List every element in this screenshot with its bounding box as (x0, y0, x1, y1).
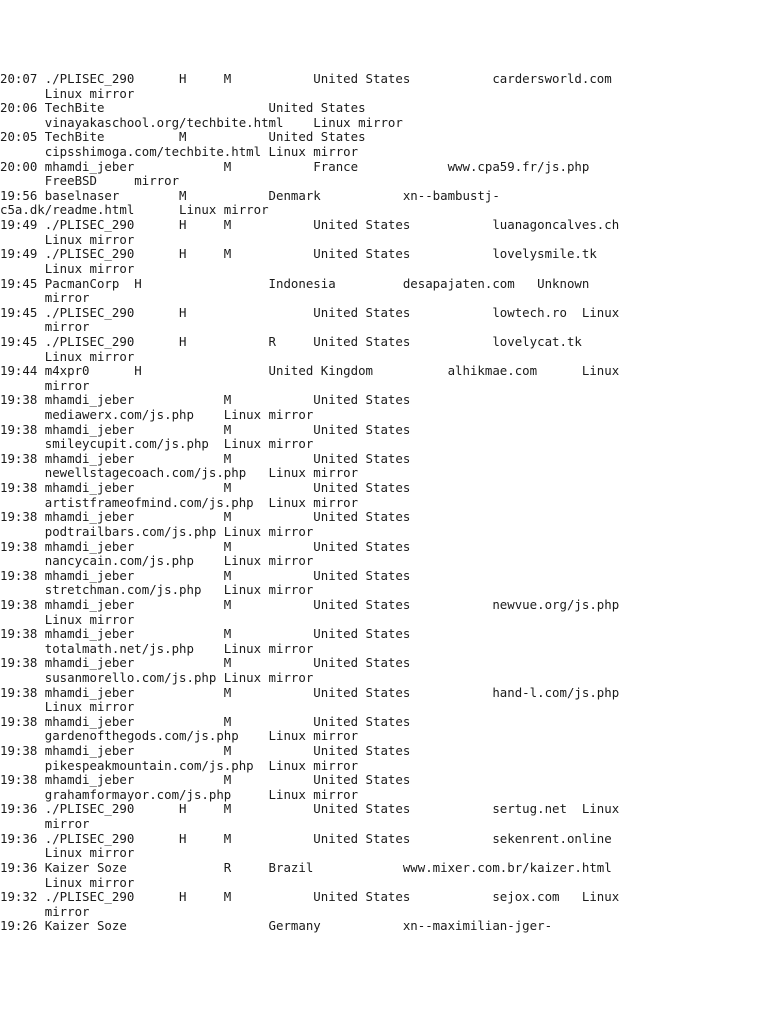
text-line: 19:45 PacmanCorp H Indonesia desapajaten.com Unknown (0, 275, 590, 291)
text-line: 19:26 Kaizer Soze Germany xn--maximilian-jger- (0, 918, 553, 934)
text-line: 19:45 ./PLISEC_290 H United States lowtech.ro Linux (0, 304, 620, 320)
text-line: 20:06 TechBite United States (0, 100, 366, 116)
text-line: nancycain.com/js.php Linux mirror (0, 553, 314, 569)
text-line: 19:38 mhamdi_jeber M United States (0, 392, 411, 408)
text-line: susanmorello.com/js.php Linux mirror (0, 669, 314, 685)
text-line: 19:38 mhamdi_jeber M United States (0, 626, 411, 642)
text-line: Linux mirror (0, 85, 135, 101)
text-line: Linux mirror (0, 260, 135, 276)
text-line: mirror (0, 377, 90, 393)
text-line: 19:38 mhamdi_jeber M United States (0, 655, 411, 671)
text-line: cipsshimoga.com/techbite.html Linux mirror (0, 144, 359, 160)
text-line: 19:45 ./PLISEC_290 H R United States lovelycat.tk (0, 333, 582, 349)
text-line: Linux mirror (0, 611, 135, 627)
text-line: FreeBSD mirror (0, 173, 180, 189)
text-line: 19:36 ./PLISEC_290 H M United States sekenrent.online (0, 830, 612, 846)
text-line: Linux mirror (0, 845, 135, 861)
text-line: 20:05 TechBite M United States (0, 129, 366, 145)
text-line: 19:38 mhamdi_jeber M United States (0, 772, 411, 788)
text-line: 19:44 m4xpr0 H United Kingdom alhikmae.com Linux (0, 363, 620, 379)
text-line: mirror (0, 290, 90, 306)
text-line: grahamformayor.com/js.php Linux mirror (0, 786, 359, 802)
text-line: c5a.dk/readme.html Linux mirror (0, 202, 269, 218)
text-line: mirror (0, 319, 90, 335)
text-line: 19:38 mhamdi_jeber M United States (0, 743, 411, 759)
text-line: 19:38 mhamdi_jeber M United States (0, 538, 411, 554)
text-line: 19:49 ./PLISEC_290 H M United States luanagoncalves.ch (0, 217, 620, 233)
text-line: 19:49 ./PLISEC_290 H M United States lovelysmile.tk (0, 246, 597, 262)
document-text (0, 72, 768, 934)
text-line: 19:56 baselnaser M Denmark xn--bambustj- (0, 187, 500, 203)
text-line: 19:38 mhamdi_jeber M United States hand-l.com/js.php (0, 684, 620, 700)
text-line: artistframeofmind.com/js.php Linux mirror (0, 494, 359, 510)
text-line: 20:00 mhamdi_jeber M France www.cpa59.fr/js.php (0, 158, 590, 174)
text-line: mirror (0, 816, 90, 832)
text-line: Linux mirror (0, 699, 135, 715)
text-line: 19:38 mhamdi_jeber M United States (0, 450, 411, 466)
text-line: 19:38 mhamdi_jeber M United States (0, 509, 411, 525)
text-line: gardenofthegods.com/js.php Linux mirror (0, 728, 359, 744)
text-line: newellstagecoach.com/js.php Linux mirror (0, 465, 359, 481)
text-line: 19:38 mhamdi_jeber M United States (0, 421, 411, 437)
text-line: 19:36 ./PLISEC_290 H M United States sertug.net Linux (0, 801, 620, 817)
text-line: vinayakaschool.org/techbite.html Linux mirror (0, 114, 403, 130)
text-line: 19:32 ./PLISEC_290 H M United States sejox.com Linux (0, 889, 620, 905)
text-line: podtrailbars.com/js.php Linux mirror (0, 523, 314, 539)
text-line: Linux mirror (0, 231, 135, 247)
text-line: mediawerx.com/js.php Linux mirror (0, 407, 314, 423)
text-line: 19:38 mhamdi_jeber M United States (0, 480, 411, 496)
text-line: pikespeakmountain.com/js.php Linux mirror (0, 757, 359, 773)
text-line: Linux mirror (0, 348, 135, 364)
text-line: 19:38 mhamdi_jeber M United States (0, 567, 411, 583)
text-line: totalmath.net/js.php Linux mirror (0, 640, 314, 656)
text-line: 19:38 mhamdi_jeber M United States newvue.org/js.php (0, 596, 620, 612)
text-line: mirror (0, 903, 90, 919)
text-line: Linux mirror (0, 874, 135, 890)
text-line: smileycupit.com/js.php Linux mirror (0, 436, 314, 452)
text-line: 20:07 ./PLISEC_290 H M United States cardersworld.com (0, 71, 612, 86)
text-line: 19:38 mhamdi_jeber M United States (0, 713, 411, 729)
text-line: 19:36 Kaizer Soze R Brazil www.mixer.com.br/kaizer.html (0, 859, 612, 875)
text-line: stretchman.com/js.php Linux mirror (0, 582, 314, 598)
